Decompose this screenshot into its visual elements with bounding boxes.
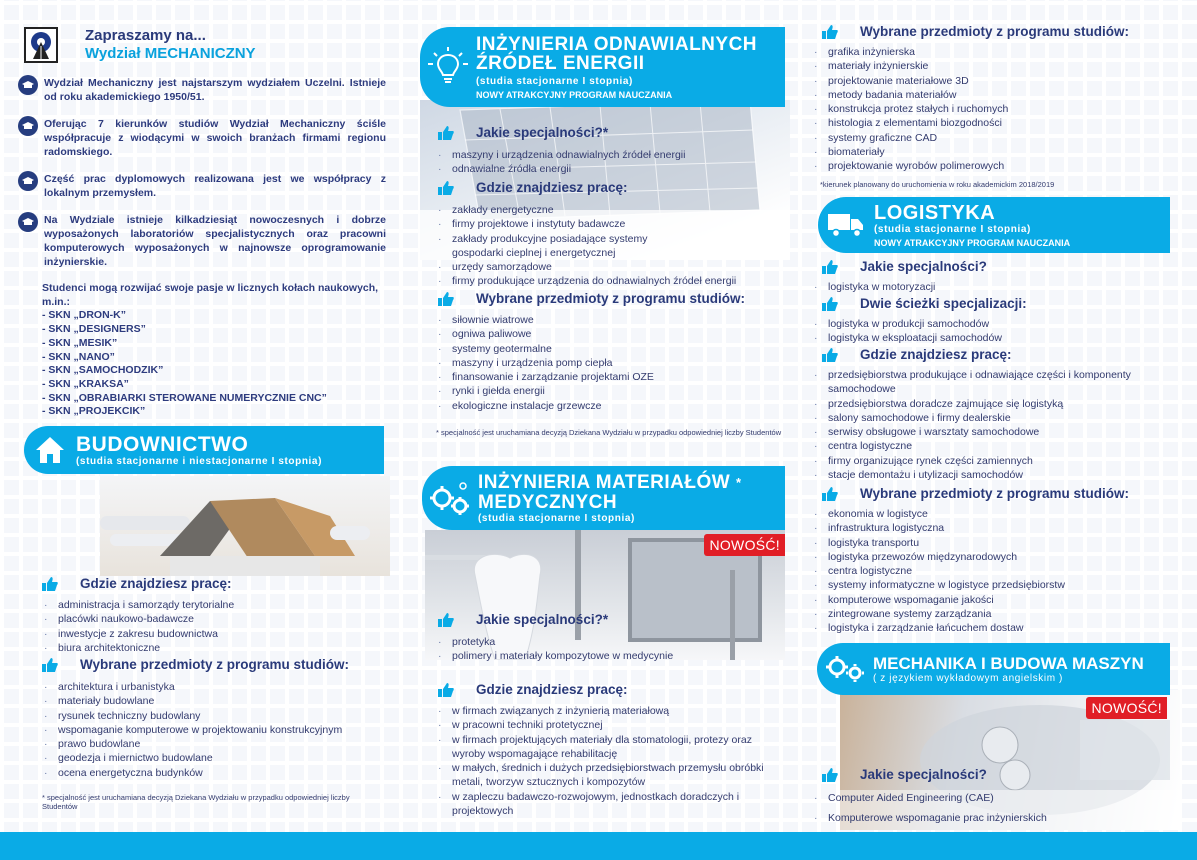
list-item: · przedsiębiorstwa produkujące i odnawiające części i komponenty samochodowe <box>812 368 1172 397</box>
oze-banner <box>420 27 785 107</box>
logistyka-jobs-heading: Gdzie znajdziesz pracę: <box>822 347 1012 362</box>
list-item: · w małych, średnich i dużych przedsiębiorstwach przemysłu obróbki metali, tworzyw sztucznych i kompozytów <box>436 761 776 790</box>
lightbulb-icon <box>420 45 476 89</box>
budownictwo-subtitle: (studia stacjonarne i niestacjonarne I stopnia) <box>76 455 323 467</box>
logistyka-promo: NOWY ATRAKCYJNY PROGRAM NAUCZANIA <box>874 237 1071 248</box>
list-item: · systemy geotermalne <box>436 342 786 356</box>
list-item: · komputerowe wspomaganie jakości <box>812 593 1172 607</box>
thumbs-up-icon <box>438 683 454 697</box>
list-item: · systemy graficzne CAD <box>812 131 1162 145</box>
column-left <box>0 0 400 830</box>
list-item: · Computer Aided Engineering (CAE) <box>812 788 1172 808</box>
new-badge: NOWOŚĆ! <box>1086 697 1167 719</box>
list-item: · konstrukcja protez stałych i ruchomych <box>812 102 1162 116</box>
list-item: · logistyka i zarządzanie łańcuchem dostaw <box>812 621 1172 635</box>
thumbs-up-icon <box>822 487 838 501</box>
thumbs-up-icon <box>42 658 58 672</box>
house-construction-image <box>100 476 390 576</box>
materialy-title-line1: INŻYNIERIA MATERIAŁÓW * <box>478 471 742 493</box>
thumbs-up-icon <box>822 297 838 311</box>
list-item: · centra logistyczne <box>812 439 1172 453</box>
list-item: · siłownie wiatrowe <box>436 313 786 327</box>
budownictwo-jobs-list <box>42 598 392 655</box>
logistyka-subjects-heading: Wybrane przedmioty z programu studiów: <box>822 486 1129 501</box>
thumbs-up-icon <box>438 613 454 627</box>
club-item: - SKN „KRAKSA” <box>42 377 129 390</box>
materialy-subjects-list <box>812 45 1162 174</box>
list-item: · rysunek techniczny budowlany <box>42 709 392 723</box>
list-item: · logistyka w motoryzacji <box>812 280 1162 294</box>
list-item: · w firmach związanych z inżynierią materiałową <box>436 704 776 718</box>
list-item: · projektowanie materiałowe 3D <box>812 74 1162 88</box>
oze-spec-heading: Jakie specjalności?* <box>438 125 608 140</box>
logistyka-banner <box>818 197 1170 253</box>
thumbs-up-icon <box>438 126 454 140</box>
materialy-subjects-heading: Wybrane przedmioty z programu studiów: <box>822 24 1129 39</box>
intro-paragraph-text: Wydział Mechaniczny jest najstarszym wydziałem Uczelni. Istnieje od roku akademickiego 1950/51. <box>44 77 386 103</box>
list-item: · materiały inżynierskie <box>812 59 1162 73</box>
oze-spec-list <box>436 148 786 177</box>
mechanika-banner <box>817 643 1170 695</box>
list-item: · infrastruktura logistyczna <box>812 521 1172 535</box>
list-item: · w firmach projektujących materiały dla stomatologii, protezy oraz wyroby wspomagające rehabilitację <box>436 733 776 762</box>
list-item: · ekonomia w logistyce <box>812 507 1172 521</box>
materialy-jobs-heading: Gdzie znajdziesz pracę: <box>438 682 628 697</box>
materialy-spec-list <box>436 635 786 664</box>
graduation-cap-icon <box>18 116 38 136</box>
column-right <box>800 0 1197 830</box>
logistyka-paths-heading: Dwie ścieżki specjalizacji: <box>822 296 1027 311</box>
list-item: · salony samochodowe i firmy dealerskie <box>812 411 1172 425</box>
list-item: · geodezja i miernictwo budowlane <box>42 751 392 765</box>
list-item: · ogniwa paliwowe <box>436 327 786 341</box>
thumbs-up-icon <box>438 181 454 195</box>
list-item: · serwisy obsługowe i warsztaty samochodowe <box>812 425 1172 439</box>
list-item: · odnawialne źródła energii <box>436 162 786 176</box>
intro-paragraph <box>18 76 386 104</box>
oze-footnote: * specjalność jest uruchamiana decyzją Dziekana Wydziału w przypadku odpowiedniej liczby Studentów <box>436 428 782 437</box>
materialy-subtitle: (studia stacjonarne I stopnia) <box>478 512 635 524</box>
list-item: · inwestycje z zakresu budownictwa <box>42 627 392 641</box>
student-clubs <box>42 282 392 419</box>
faculty-logo <box>24 27 58 63</box>
oze-jobs-list <box>436 203 781 289</box>
list-item: · logistyka przewozów międzynarodowych <box>812 550 1172 564</box>
intro-paragraph-text: Oferując 7 kierunków studiów Wydział Mechaniczny ściśle współpracuje z wiodącymi w swoich branżach firmami regionu radomskiego. <box>44 118 386 158</box>
materialy-title-line2: MEDYCZNYCH <box>478 491 618 513</box>
club-item: - SKN „SAMOCHODZIK” <box>42 364 164 377</box>
list-item: · protetyka <box>436 635 786 649</box>
list-item: · polimery i materiały kompozytowe w medycynie <box>436 649 786 663</box>
list-item: · histologia z elementami biozgodności <box>812 116 1162 130</box>
thumbs-up-icon <box>822 348 838 362</box>
logistyka-subtitle: (studia stacjonarne I stopnia) <box>874 223 1031 235</box>
oze-title-line1: INŻYNIERIA ODNAWIALNYCH <box>476 33 758 55</box>
list-item: · zakłady energetyczne <box>436 203 781 217</box>
club-item: - SKN „NANO” <box>42 350 115 363</box>
list-item: · firmy produkujące urządzenia do odnawialnych źródeł energii <box>436 274 781 288</box>
intro-paragraph-text: Część prac dyplomowych realizowana jest we współpracy z lokalnym przemysłem. <box>44 173 386 199</box>
budownictwo-subjects-heading: Wybrane przedmioty z programu studiów: <box>42 657 349 672</box>
intro-paragraph-text: Na Wydziale istnieje kilkadziesiąt nowoczesnych i dobrze wyposażonych laboratoriów specjalistycznych oraz pracowni komputerowych wyposażonych w najnowsze oprogramowanie inżynierskie. <box>44 214 386 268</box>
list-item: · projektowanie wyrobów polimerowych <box>812 159 1162 173</box>
list-item: · materiały budowlane <box>42 694 392 708</box>
logistyka-spec-heading: Jakie specjalności? <box>822 259 987 274</box>
list-item: · maszyny i urządzenia odnawialnych źródeł energii <box>436 148 786 162</box>
gears-icon <box>422 478 478 518</box>
list-item: · architektura i urbanistyka <box>42 680 392 694</box>
mechanika-title: MECHANIKA I BUDOWA MASZYN <box>873 654 1144 673</box>
list-item: · wspomaganie komputerowe w projektowaniu konstrukcyjnym <box>42 723 392 737</box>
graduation-cap-icon <box>18 75 38 95</box>
thumbs-up-icon <box>822 260 838 274</box>
logistyka-paths-list <box>812 317 1162 346</box>
column-middle <box>400 0 800 830</box>
list-item: · urzędy samorządowe <box>436 260 781 274</box>
list-item: · zintegrowane systemy zarządzania <box>812 607 1172 621</box>
graduation-cap-icon <box>18 171 38 191</box>
list-item: · centra logistyczne <box>812 564 1172 578</box>
club-item: - SKN „MESIK” <box>42 336 118 349</box>
list-item: · Komputerowe wspomaganie prac inżynierskich <box>812 808 1172 828</box>
thumbs-up-icon <box>822 768 838 782</box>
logistyka-title: LOGISTYKA <box>874 201 996 224</box>
oze-jobs-heading: Gdzie znajdziesz pracę: <box>438 180 628 195</box>
list-item: · administracja i samorządy terytorialne <box>42 598 392 612</box>
budownictwo-banner <box>24 426 384 474</box>
list-item: · logistyka w eksploatacji samochodów <box>812 331 1162 345</box>
club-item: - SKN „DRON-K” <box>42 309 126 322</box>
gears-icon <box>817 653 873 685</box>
list-item: · systemy informatyczne w logistyce przedsiębiorstw <box>812 578 1172 592</box>
list-item: · placówki naukowo-badawcze <box>42 612 392 626</box>
club-item: - SKN „OBRABIARKI STEROWANE NUMERYCZNIE CNC” <box>42 391 327 404</box>
list-item: · ocena energetyczna budynków <box>42 766 392 780</box>
oze-promo: NOWY ATRAKCYJNY PROGRAM NAUCZANIA <box>476 89 673 100</box>
clubs-intro: Studenci mogą rozwijać swoje pasje w licznych kołach naukowych, m.in.: <box>42 282 379 308</box>
thumbs-up-icon <box>438 292 454 306</box>
list-item: · prawo budowlane <box>42 737 392 751</box>
oze-title-line2: ŹRÓDEŁ ENERGII <box>476 52 645 74</box>
thumbs-up-icon <box>822 25 838 39</box>
logistyka-subjects-list <box>812 507 1172 636</box>
oze-subjects-heading: Wybrane przedmioty z programu studiów: <box>438 291 745 306</box>
oze-subtitle: (studia stacjonarne I stopnia) <box>476 75 633 87</box>
materialy-jobs-list <box>436 704 776 818</box>
intro-title-line1: Zapraszamy na... <box>85 27 206 44</box>
intro-paragraph <box>18 213 386 269</box>
list-item: · biomateriały <box>812 145 1162 159</box>
new-badge: NOWOŚĆ! <box>704 534 785 556</box>
materialy-footnote: *kierunek planowany do uruchomienia w roku akademickim 2018/2019 <box>820 180 1055 189</box>
list-item: · przedsiębiorstwa doradcze zajmujące się logistyką <box>812 397 1172 411</box>
house-icon <box>24 435 76 465</box>
club-item: - SKN „PROJEKCIK” <box>42 405 146 418</box>
budownictwo-footnote: * specjalność jest uruchamiana decyzją Dziekana Wydziału w przypadku odpowiedniej liczby Studentów <box>42 793 350 811</box>
logistyka-jobs-list <box>812 368 1172 482</box>
intro-paragraph <box>18 117 386 159</box>
list-item: · stacje demontażu i utylizacji samochodów <box>812 468 1172 482</box>
materialy-spec-heading: Jakie specjalności?* <box>438 612 608 627</box>
list-item: · metody badania materiałów <box>812 88 1162 102</box>
footer-bar <box>0 832 1197 860</box>
budownictwo-jobs-heading: Gdzie znajdziesz pracę: <box>42 576 232 591</box>
list-item: · w pracowni techniki protetycznej <box>436 718 776 732</box>
mechanika-subtitle: ( z językiem wykładowym angielskim ) <box>873 673 1063 684</box>
list-item: · biura architektoniczne <box>42 641 392 655</box>
list-item: · logistyka transportu <box>812 536 1172 550</box>
list-item: · maszyny i urządzenia pomp ciepła <box>436 356 786 370</box>
oze-subjects-list <box>436 313 786 413</box>
mechanika-spec-heading: Jakie specjalności? <box>822 767 987 782</box>
graduation-cap-icon <box>18 212 38 232</box>
club-item: - SKN „DESIGNERS” <box>42 323 146 336</box>
materialy-banner <box>422 466 785 530</box>
list-item: · grafika inżynierska <box>812 45 1162 59</box>
budownictwo-title: BUDOWNICTWO <box>76 432 249 456</box>
list-item: · finansowanie i zarządzanie projektami OZE <box>436 370 786 384</box>
logistyka-spec-list <box>812 280 1162 294</box>
list-item: · w zapleczu badawczo-rozwojowym, jednostkach doradczych i projektowych <box>436 790 776 819</box>
list-item: · rynki i giełda energii <box>436 384 786 398</box>
budownictwo-subjects-list <box>42 680 392 780</box>
list-item: · ekologiczne instalacje grzewcze <box>436 399 786 413</box>
mechanika-spec-list <box>812 788 1172 828</box>
thumbs-up-icon <box>42 577 58 591</box>
intro-title-line2: Wydział MECHANICZNY <box>85 45 256 62</box>
list-item: · firmy projektowe i instytuty badawcze <box>436 217 781 231</box>
intro-paragraph <box>18 172 386 200</box>
list-item: · zakłady produkcyjne posiadające systemy gospodarki cieplnej i energetycznej <box>436 232 666 261</box>
truck-icon <box>818 212 874 238</box>
list-item: · firmy organizujące rynek części zamiennych <box>812 454 1172 468</box>
list-item: · logistyka w produkcji samochodów <box>812 317 1162 331</box>
intro-title <box>85 27 256 63</box>
